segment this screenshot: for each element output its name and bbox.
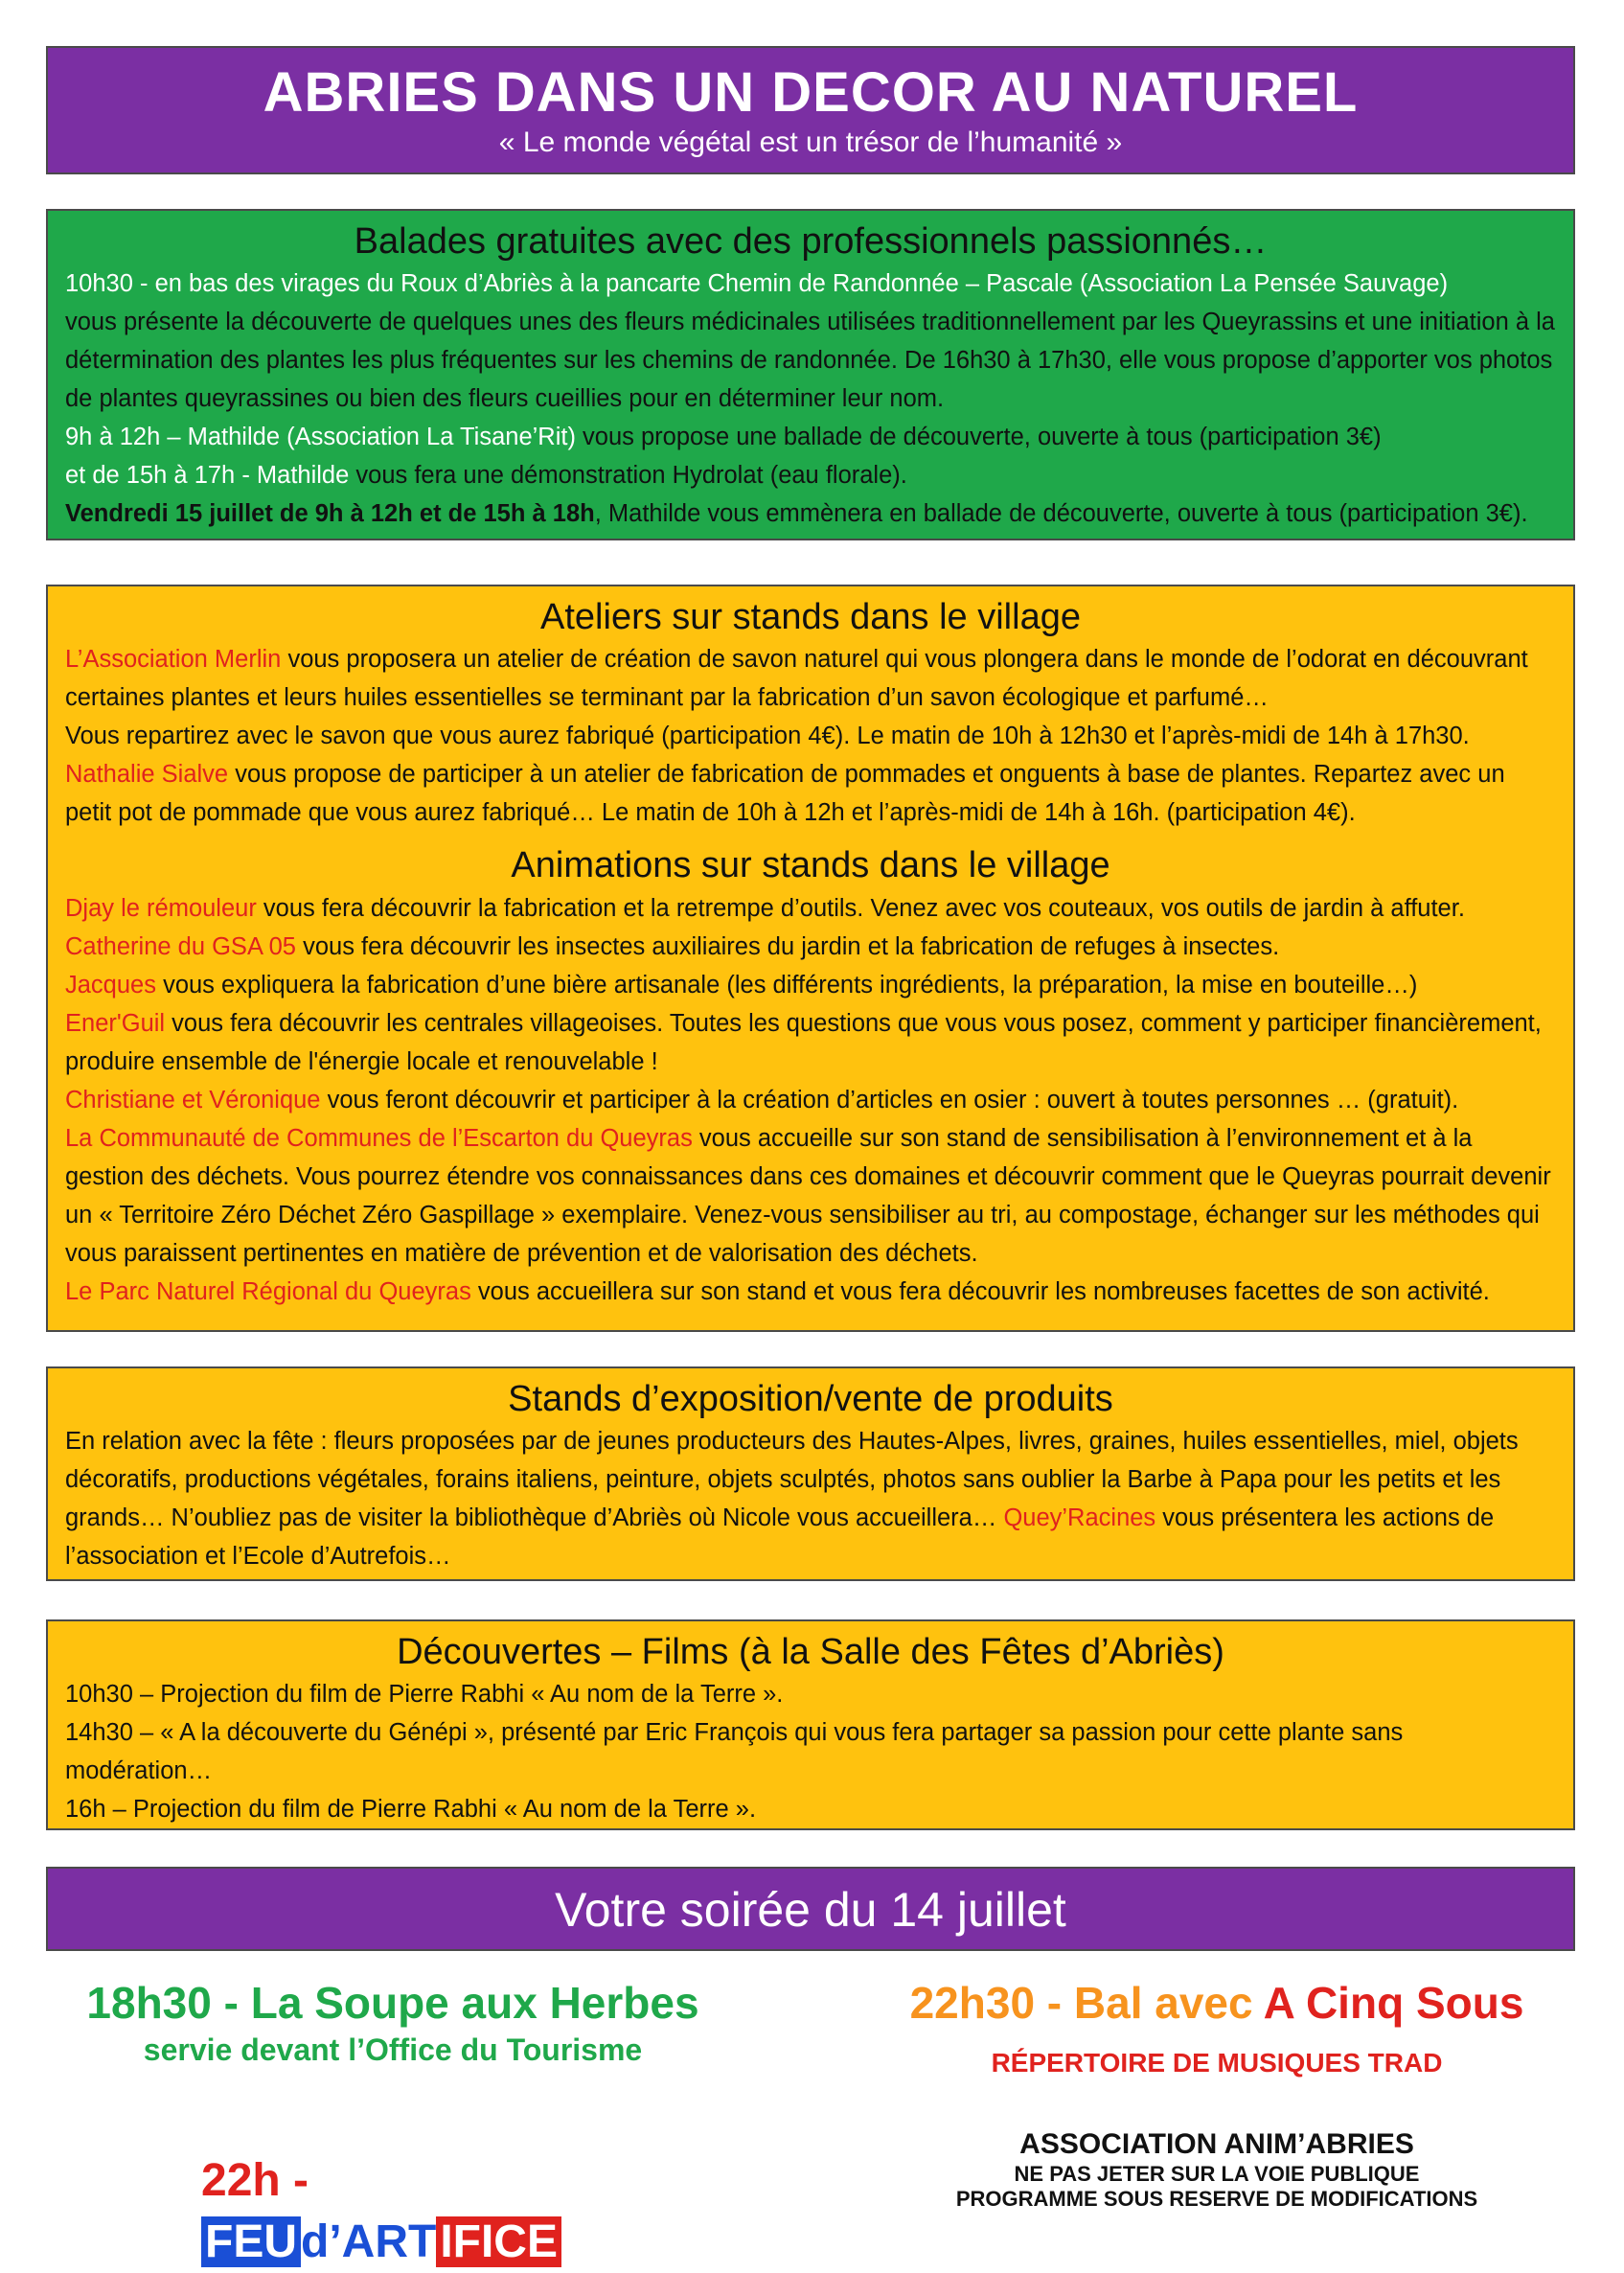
animation-item xyxy=(65,1081,1556,1119)
bal-title xyxy=(862,1976,1571,2030)
balades-mathilde-time-2: et de 15h à 17h - Mathilde xyxy=(65,462,350,489)
animation-text: vous fera découvrir les centrales villageoises. Toutes les questions que vous vous posez, comment y participer financièrement, produire ensemble de l'énergie locale et renouvelable ! xyxy=(65,1010,1542,1075)
animation-item xyxy=(65,1004,1556,1081)
balades-paragraph-mathilde-2 xyxy=(65,456,1556,494)
balades-paragraph-vendredi xyxy=(65,494,1556,533)
stands-title: Stands d’exposition/vente de produits xyxy=(508,1379,1113,1419)
balades-vendredi-date: Vendredi 15 juillet de 9h à 12h et de 15h à 18h xyxy=(65,500,595,527)
films-section xyxy=(46,1619,1575,1830)
animations-title: Animations sur stands dans le village xyxy=(511,845,1110,885)
balades-body xyxy=(48,264,1573,533)
feu-time: 22h - xyxy=(201,2155,309,2206)
footer-notice-2: PROGRAMME SOUS RESERVE DE MODIFICATIONS xyxy=(955,2187,1478,2211)
soupe-title: 18h30 - La Soupe aux Herbes xyxy=(86,1978,699,2028)
animations-body xyxy=(48,889,1573,1311)
animation-text: vous fera découvrir les insectes auxiliaires du jardin et la fabrication de refuges à insectes. xyxy=(296,933,1280,960)
balades-mathilde-text-2: vous fera une démonstration Hydrolat (eau florale). xyxy=(349,462,907,489)
animation-text: vous feront découvrir et participer à la création d’articles en osier : ouvert à toutes personnes … (gratuit). xyxy=(320,1087,1459,1114)
bal-band: A Cinq Sous xyxy=(1263,1978,1524,2028)
atelier-merlin-name: L’Association Merlin xyxy=(65,646,282,673)
animation-text: vous accueillera sur son stand et vous fera découvrir les nombreuses facettes de son activité. xyxy=(470,1278,1490,1305)
animation-item xyxy=(65,889,1556,928)
bal-subtitle: RÉPERTOIRE DE MUSIQUES TRAD xyxy=(991,2048,1443,2078)
balades-paragraph-mathilde-1 xyxy=(65,418,1556,456)
atelier-nathalie xyxy=(65,755,1556,832)
film-line: 10h30 – Projection du film de Pierre Rabhi « Au nom de la Terre ». xyxy=(65,1681,784,1708)
bal-block xyxy=(862,1976,1571,2083)
animation-name: Catherine du GSA 05 xyxy=(65,933,296,960)
soiree-title: Votre soirée du 14 juillet xyxy=(555,1883,1066,1937)
atelier-merlin-details: Vous repartirez avec le savon que vous aurez fabriqué (participation 4€). Le matin de 10h à 12h30 et l’après-midi de 14h à 17h30. xyxy=(65,723,1470,749)
balades-section xyxy=(46,209,1575,540)
animation-item xyxy=(65,1273,1556,1311)
stands-body xyxy=(48,1422,1573,1575)
header-banner xyxy=(46,46,1575,174)
soiree-banner xyxy=(46,1867,1575,1951)
feu-ifice: IFICE xyxy=(436,2216,561,2267)
animation-name: Ener'Guil xyxy=(65,1010,166,1037)
stands-queyracines: Quey’Racines xyxy=(1003,1504,1156,1531)
film-line: 16h – Projection du film de Pierre Rabhi « Au nom de la Terre ». xyxy=(65,1796,757,1823)
atelier-nathalie-text: vous propose de participer à un atelier de fabrication de pommades et onguents à base de plantes. Repartez avec un petit pot de pommade que vous aurez fabriqué… Le matin de 10h à 12h et l’après-midi de 14h à 16h. (participation 4€). xyxy=(65,761,1505,826)
balades-pascale-text: vous présente la découverte de quelques unes des fleurs médicinales utilisées traditionnellement par les Queyrassins et une initiation à la détermination des plantes les plus fréquentes sur les chemins de randonnée. De 16h30 à 17h30, elle vous propose d’apporter vos photos de plantes queyrassines ou bien des fleurs cueillies pour en déterminer leur nom. xyxy=(65,309,1555,412)
animation-name: Djay le rémouleur xyxy=(65,895,257,922)
page-subtitle: « Le monde végétal est un trésor de l’humanité » xyxy=(498,126,1123,158)
atelier-nathalie-name: Nathalie Sialve xyxy=(65,761,229,788)
animation-item xyxy=(65,966,1556,1004)
animation-item xyxy=(65,1119,1556,1273)
atelier-merlin xyxy=(65,640,1556,717)
animation-name: Jacques xyxy=(65,972,156,999)
animation-name: La Communauté de Communes de l’Escarton du Queyras xyxy=(65,1125,693,1152)
animation-text: vous accueille sur son stand de sensibilisation à l’environnement et à la gestion des déchets. Vous pourrez étendre vos connaissances dans ces domaines et découvrir comment que le Queyras pourrait devenir un « Territoire Zéro Déchet Zéro Gaspillage » exemplaire. Venez-vous sensibiliser au tri, au compostage, échanger sur les méthodes qui vous paraissent pertinentes en matière de prévention et de valorisation des déchets. xyxy=(65,1125,1551,1267)
balades-pascale-time: 10h30 - en bas des virages du Roux d’Abriès à la pancarte Chemin de Randonnée – Pascale (Association La Pensée Sauvage) xyxy=(65,270,1449,297)
animation-text: vous fera découvrir la fabrication et la retrempe d’outils. Venez avec vos couteaux, vos outils de jardin à affuter. xyxy=(256,895,1465,922)
feu-word: FEU xyxy=(201,2216,301,2267)
footer-notice-1: NE PAS JETER SUR LA VOIE PUBLIQUE xyxy=(1014,2162,1420,2186)
stands-text-2: vous présentera les actions de l’association et l’Ecole d’Autrefois… xyxy=(65,1504,1495,1570)
feu-artifice-block xyxy=(201,2150,680,2273)
animation-item xyxy=(65,928,1556,966)
page-title: ABRIES DANS UN DECOR AU NATUREL xyxy=(263,61,1359,124)
stands-section xyxy=(46,1366,1575,1581)
bal-time: 22h30 - Bal avec xyxy=(909,1978,1264,2028)
feu-dart: d’ART xyxy=(301,2216,437,2267)
film-line: 14h30 – « A la découverte du Génépi », présenté par Eric François qui vous fera partager sa passion pour cette plante sans modération… xyxy=(65,1719,1404,1784)
soupe-block xyxy=(57,1976,728,2070)
balades-vendredi-text: , Mathilde vous emmènera en ballade de découverte, ouverte à tous (participation 3€). xyxy=(594,500,1528,527)
stands-paragraph xyxy=(65,1422,1556,1575)
balades-title: Balades gratuites avec des professionnels passionnés… xyxy=(354,221,1268,262)
balades-mathilde-time-1: 9h à 12h – Mathilde (Association La Tisane’Rit) xyxy=(65,424,576,450)
atelier-merlin-text: vous proposera un atelier de création de savon naturel qui vous plongera dans le monde de l’odorat en découvrant certaines plantes et leurs huiles essentielles se terminant par la fabrication d’un savon écologique et parfumé… xyxy=(65,646,1528,711)
ateliers-body xyxy=(48,640,1573,832)
films-body xyxy=(48,1675,1573,1828)
ateliers-title: Ateliers sur stands dans le village xyxy=(540,597,1081,637)
footer-block xyxy=(901,2127,1533,2212)
animation-name: Le Parc Naturel Régional du Queyras xyxy=(65,1278,471,1305)
footer-association: ASSOCIATION ANIM’ABRIES xyxy=(1019,2128,1414,2160)
animation-name: Christiane et Véronique xyxy=(65,1087,321,1114)
stands-text-1: En relation avec la fête : fleurs proposées par de jeunes producteurs des Hautes-Alpes, livres, graines, huiles essentielles, miel, objets décoratifs, productions végétales, forains italiens, peinture, objets sculptés, photos sans oublier la Barbe à Papa pour les petits et les grands… N’oubliez pas de visiter la bibliothèque d’Abriès où Nicole vous accueillera… xyxy=(65,1428,1519,1531)
films-title: Découvertes – Films (à la Salle des Fêtes d’Abriès) xyxy=(397,1632,1224,1672)
balades-mathilde-text-1: vous propose une ballade de découverte, ouverte à tous (participation 3€) xyxy=(575,424,1382,450)
soupe-subtitle: servie devant l’Office du Tourisme xyxy=(143,2032,643,2067)
animation-text: vous expliquera la fabrication d’une bière artisanale (les différents ingrédients, la préparation, la mise en bouteille…) xyxy=(155,972,1418,999)
balades-paragraph-pascale xyxy=(65,264,1556,418)
ateliers-animations-section xyxy=(46,585,1575,1332)
